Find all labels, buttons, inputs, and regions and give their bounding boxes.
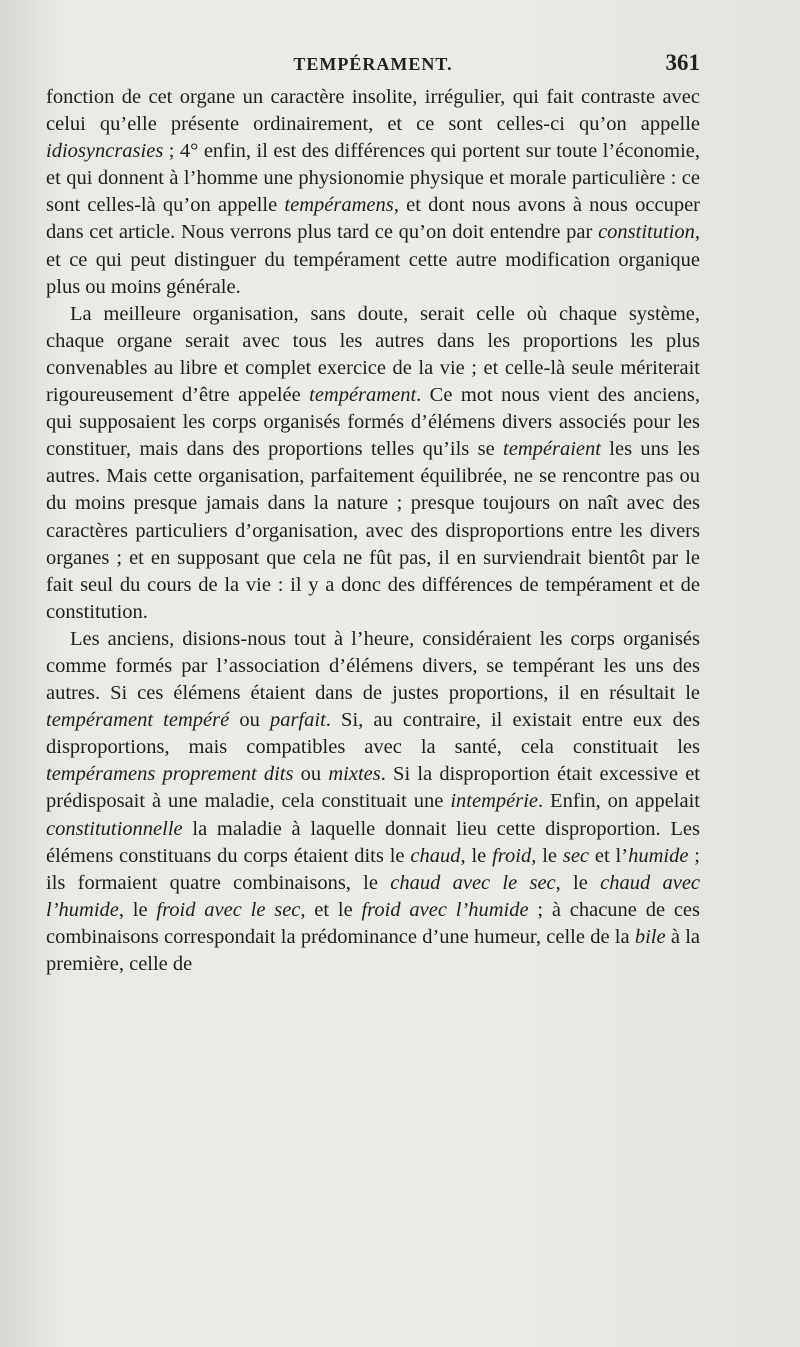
italic-term: humide [628, 844, 689, 867]
paragraph-2 [46, 301, 700, 626]
italic-term: bile [634, 925, 666, 948]
text-run: fonction de cet organe un caractère insolite, irrégulier, qui fait contraste avec celui qu’elle présente ordinairement, et ce sont celles-ci qu’on appelle [46, 86, 700, 136]
page-header [46, 50, 700, 82]
italic-term: chaud [410, 844, 461, 867]
text-run: , le [460, 844, 493, 867]
italic-term: parfait [269, 709, 326, 732]
body-text [46, 84, 700, 978]
italic-term: tempéraient [503, 438, 601, 461]
italic-term: chaud avec l’humide [46, 871, 701, 921]
text-run: les uns les autres. Mais cette organisation, parfaitement équilibrée, ne se rencontre pas ou du moins presque jamais dans la nature ; presque toujours on naît avec des caractères particuliers d’organisation, avec des disproportions entre les divers organes ; et en supposant que cela ne fût pas, il en surviendrait bientôt par le fait seul du cours de la vie : il y a donc des différences de tempérament et de constitution. [46, 438, 700, 623]
text-run: ; 4° enfin, il est des différences qui portent sur toute l’économie, et qui donnent à l’homme une physionomie physique et morale particulière : ce sont celles-là qu’on appelle [46, 140, 700, 217]
italic-term: froid avec l’humide [361, 898, 529, 921]
text-run: ou [229, 709, 270, 732]
text-run: , et ce qui peut distinguer du tempérament cette autre modification organique plus ou moins générale. [46, 221, 700, 298]
italic-term: tempérament tempéré [46, 709, 230, 732]
text-run: , et le [300, 898, 362, 921]
italic-term: mixtes [328, 763, 381, 786]
text-run: ; à chacune de ces combinaisons correspondait la prédominance d’une humeur, celle de la [46, 898, 701, 948]
text-run: , le [555, 871, 601, 894]
text-run: . Si, au contraire, il existait entre eux des disproportions, mais compatibles avec la santé, cela constituait les [46, 709, 700, 759]
text-run: la maladie à laquelle donnait lieu cette disproportion. Les élémens constituans du corps étaient dits le [46, 817, 700, 867]
paragraph-1 [46, 84, 700, 301]
italic-term: chaud avec le sec [390, 871, 556, 894]
text-run: , le [118, 898, 157, 921]
text-run: . Ce mot nous vient des anciens, qui supposaient les corps organisés formés d’élémens divers associés pour les constituer, mais dans des proportions telles qu’ils se [46, 384, 701, 461]
italic-term: sec [562, 844, 590, 867]
italic-term: froid avec le sec [156, 898, 301, 921]
text-run: Les anciens, disions-nous tout à l’heure, considéraient les corps organisés comme formés par l’association d’élémens divers, se tempérant les uns des autres. Si ces élémens étaient dans de justes proportions, il en résultait le [46, 627, 700, 705]
italic-term: constitution [598, 221, 695, 244]
italic-term: tempéramens [284, 194, 394, 217]
text-run: , et dont nous avons à nous occuper dans cet article. Nous verrons plus tard ce qu’on doit entendre par [46, 194, 700, 244]
italic-term: constitutionnelle [46, 817, 183, 840]
text-run: ou [293, 763, 329, 786]
italic-term: tempéramens proprement dits [46, 763, 294, 786]
text-run: , le [531, 844, 563, 867]
text-run: et l’ [589, 844, 629, 867]
italic-term: tempérament [309, 384, 417, 407]
page-number: 361 [665, 50, 700, 75]
italic-term: idiosyncrasies [46, 140, 164, 163]
italic-term: intempérie [450, 790, 538, 813]
italic-term: froid [492, 844, 532, 867]
text-run: La meilleure organisation, sans doute, serait celle où chaque système, chaque organe serait avec tous les autres dans les proportions les plus convenables au libre et complet exercice de la vie ; et celle-là seule mériterait rigoureusement d’être appelée [46, 302, 700, 407]
text-run: à la première, celle de [46, 925, 700, 975]
text-run: . Si la disproportion était excessive et prédisposait à une maladie, cela constituait une [46, 763, 700, 813]
running-title: TEMPÉRAMENT. [293, 54, 453, 74]
text-run: . Enfin, on appelait [538, 790, 700, 813]
paragraph-3 [46, 626, 700, 978]
text-run: ; ils formaient quatre combinaisons, le [46, 844, 700, 894]
